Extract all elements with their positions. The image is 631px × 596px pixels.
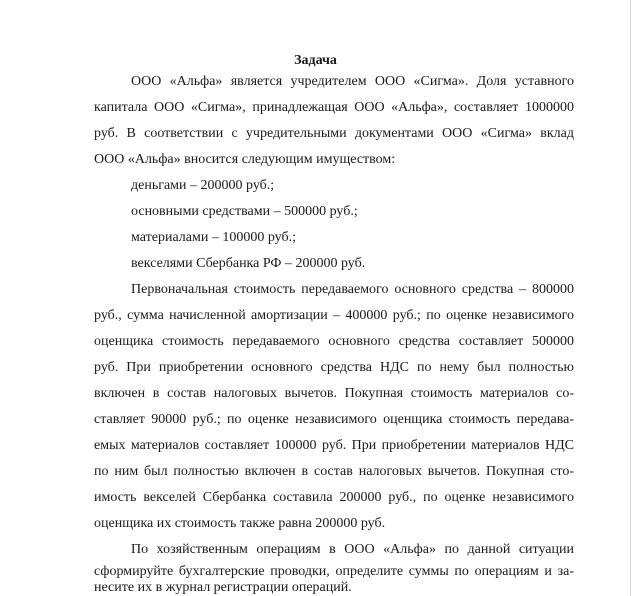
list-item: векселями Сбербанка РФ – 200000 руб. (131, 256, 366, 271)
list-item: деньгами – 200000 руб.; (131, 178, 275, 193)
paragraph-line: ООО «Альфа» является учредителем ООО «Сигма». Доля уставного (131, 74, 574, 89)
paragraph-line: сформируйте бухгалтерские проводки, определите суммы по операциям и за- (94, 564, 574, 579)
paragraph-line: Первоначальная стоимость передаваемого основного средства – 800000 (131, 282, 574, 297)
paragraph-line: руб. В соответствии с учредительными документами ООО «Сигма» вклад (94, 126, 574, 141)
document-title: Задача (294, 53, 337, 68)
paragraph-line: включен в состав налоговых вычетов. Покупная стоимость материалов со- (94, 386, 574, 401)
paragraph-line: капитала ООО «Сигма», принадлежащая ООО «Альфа», составляет 1000000 (94, 100, 574, 115)
list-item: основными средствами – 500000 руб.; (131, 204, 358, 219)
paragraph-line: емых материалов составляет 100000 руб. При приобретении материалов НДС (94, 438, 574, 453)
paragraph-line: По хозяйственным операциям в ООО «Альфа» по данной ситуации (131, 542, 574, 557)
paragraph-line: имость векселей Сбербанка составила 200000 руб., по оценке независимого (94, 490, 574, 505)
paragraph-line: руб. При приобретении основного средства НДС по нему был полностью (94, 360, 574, 375)
paragraph-line: оценщика стоимость передаваемого основного средства составляет 500000 (94, 334, 574, 349)
paragraph-line: ставляет 90000 руб.; по оценке независимого оценщика стоимость передава- (94, 412, 574, 427)
list-item: материалами – 100000 руб.; (131, 230, 296, 245)
paragraph-line: руб., сумма начисленной амортизации – 400000 руб.; по оценке независимого (94, 308, 574, 323)
paragraph-line: по ним был полностью включен в состав налоговых вычетов. Покупная сто- (94, 464, 574, 479)
paragraph-line: несите их в журнал регистрации операций. (94, 580, 352, 595)
paragraph-line: оценщика их стоимость также равна 200000 руб. (94, 516, 386, 531)
paragraph-line: ООО «Альфа» вносится следующим имуществом: (94, 152, 396, 167)
